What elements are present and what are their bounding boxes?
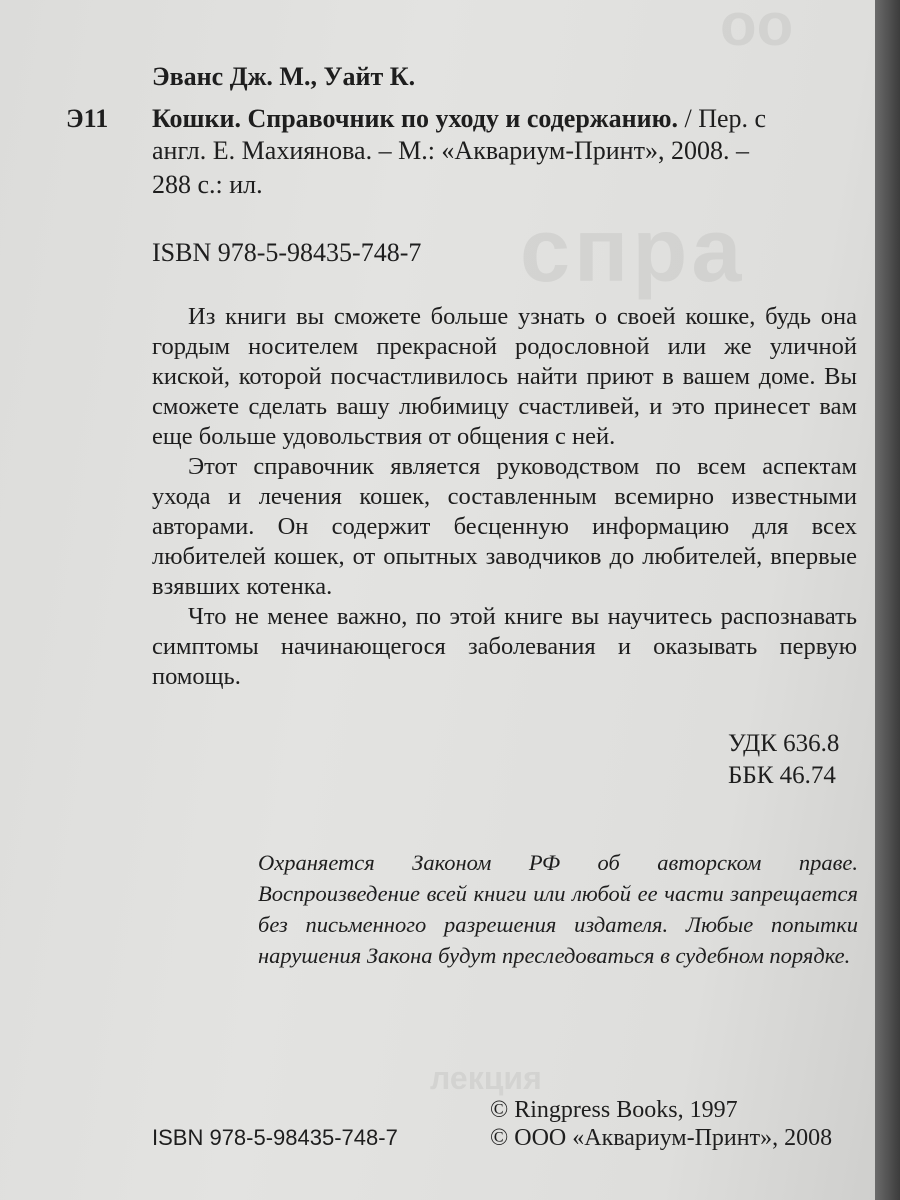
- isbn-bottom: ISBN 978-5-98435-748-7: [152, 1125, 398, 1150]
- annotation-paragraph: Из книги вы сможете больше узнать о своей кошке, будь она гордым носителем прекрасной родословной или же уличной киской, которой посчастливилось найти приют в вашем доме. Вы сможете сделать вашу любимицу счастливей, и это принесет вам еще больше удовольствия от общения с ней.: [152, 303, 857, 450]
- page-edge-shadow: [875, 0, 900, 1200]
- copyright-translation: © ООО «Аквариум-Принт», 2008: [490, 1125, 833, 1151]
- udk-code: УДК 636.8: [728, 730, 840, 757]
- annotation-paragraph: Что не менее важно, по этой книге вы научитесь распознавать симптомы начинающегося заболевания и оказывать первую помощь.: [152, 603, 857, 690]
- book-title: Кошки. Справочник по уходу и содержанию.: [152, 104, 678, 133]
- copyright-legal-notice: Охраняется Законом РФ об авторском праве. Воспроизведение всей книги или любой ее части запрещается без письменного разрешения издателя. Любые попытки нарушения Закона будут преследоваться в судебном порядке.: [258, 850, 858, 968]
- bbk-author-code: Э11: [66, 104, 109, 133]
- bibliographic-line-3: 288 с.: ил.: [152, 170, 263, 199]
- translation-note: / Пер. с: [677, 104, 767, 133]
- show-through-text: оо: [720, 0, 794, 58]
- copyright-original: © Ringpress Books, 1997: [490, 1097, 738, 1123]
- annotation: [152, 302, 857, 692]
- isbn: ISBN 978-5-98435-748-7: [152, 238, 422, 267]
- authors: Эванс Дж. М., Уайт К.: [152, 62, 416, 91]
- bbk-classification: ББК 46.74: [728, 762, 836, 789]
- show-through-text: спра: [520, 201, 746, 301]
- bibliographic-line-2: англ. Е. Махиянова. – М.: «Аквариум-Принт», 2008. –: [152, 136, 749, 165]
- show-through-text: лекция: [430, 1060, 542, 1096]
- bibliographic-line-1: [152, 104, 766, 134]
- annotation-paragraph: Этот справочник является руководством по всем аспектам ухода и лечения кошек, составленным всемирно известными авторами. Он содержит бесценную информацию для всех любителей кошек, от опытных заводчиков до любителей, впервые взявших котенка.: [152, 453, 857, 600]
